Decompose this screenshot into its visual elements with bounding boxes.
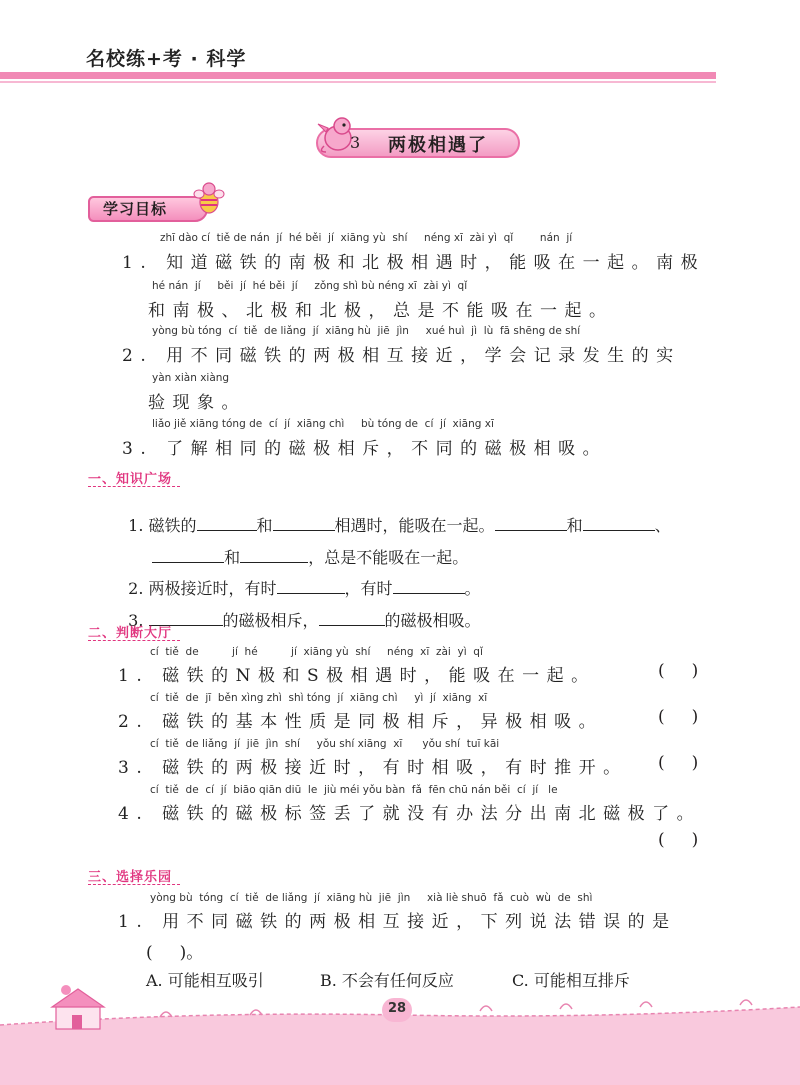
- q1-text-f: 和: [224, 548, 241, 567]
- bee-icon: [192, 180, 226, 216]
- q1-text-e: 、: [654, 516, 671, 535]
- judge-3-pinyin: cí tiě de liǎng jí jiē jìn shí yǒu shí xiāng xī yǒu shí tuī kāi: [150, 738, 500, 750]
- goal-1-line-2: 和南极、北极和北极，总是不能吸在一起。: [148, 301, 614, 321]
- section-2-rule: [88, 640, 180, 642]
- q2-text-a: 2. 两极接近时，有时: [128, 579, 277, 598]
- q1-text-c: 相遇时，能吸在一起。: [334, 516, 495, 535]
- choice-1-answer-box[interactable]: ( )。: [146, 943, 204, 963]
- goal-1-pinyin-1: zhī dào cí tiě de nán jí hé běi jí xiāng yù shí néng xī zài yì qǐ nán jí: [160, 232, 573, 244]
- judge-3-answer-box[interactable]: ( ): [658, 753, 699, 773]
- page-number: 28: [387, 1001, 407, 1016]
- q2-text-b: ，有时: [344, 579, 393, 598]
- header-rule-thin: [0, 81, 716, 83]
- q1-blank-3[interactable]: [495, 514, 567, 531]
- lesson-title: 两极相遇了: [388, 135, 488, 156]
- lesson-number: 3: [350, 133, 361, 152]
- knowledge-q3: [118, 589, 481, 631]
- goal-1-pinyin-2: hé nán jí běi jí hé běi jí zǒng shì bù néng xī zài yì qǐ: [152, 280, 468, 292]
- judge-4-pinyin: cí tiě de cí jí biāo qiān diū le jiù méi yǒu bàn fǎ fēn chū nán běi cí jí le: [150, 784, 558, 796]
- choice-option-b[interactable]: B. 不会有任何反应: [320, 971, 454, 990]
- choice-option-a[interactable]: A. 可能相互吸引: [146, 971, 264, 990]
- judge-1-pinyin: cí tiě de jí hé jí xiāng yù shí néng xī zài yì qǐ: [150, 646, 483, 658]
- q2-text-c: 。: [464, 579, 481, 598]
- choice-1-pinyin: yòng bù tóng cí tiě de liǎng jí xiāng hù jiē jìn xià liè shuō fǎ cuò wù de shì: [150, 892, 593, 904]
- q3-blank-2[interactable]: [319, 609, 385, 626]
- judge-1-line: 1. 磁铁的N极和S极相遇时，能吸在一起。: [118, 666, 596, 686]
- q1-text-b: 和: [256, 516, 273, 535]
- judge-2-pinyin: cí tiě de jī běn xìng zhì shì tóng jí xiāng chì yì jí xiāng xī: [150, 692, 488, 704]
- judge-4-answer-box[interactable]: ( ): [658, 830, 699, 850]
- judge-4-line: 4. 磁铁的磁极标签丢了就没有办法分出南北磁极了。: [118, 804, 702, 824]
- judge-3-line: 3. 磁铁的两极接近时，有时相吸，有时推开。: [118, 758, 628, 778]
- choice-option-c[interactable]: C. 可能相互排斥: [512, 971, 630, 990]
- goal-2-pinyin-1: yòng bù tóng cí tiě de liǎng jí xiāng hù jiē jìn xué huì jì lù fā shēng de shí: [152, 325, 581, 337]
- goal-3-pinyin: liǎo jiě xiāng tóng de cí jí xiāng chì bù tóng de cí jí xiāng xī: [152, 418, 494, 430]
- house-icon: [52, 985, 104, 1029]
- section-3-title: 三、选择乐园: [88, 870, 173, 885]
- section-1-title: 一、知识广场: [88, 472, 173, 487]
- q1-text-d: 和: [566, 516, 583, 535]
- section-1-rule: [88, 486, 180, 488]
- q1-text-a: 1. 磁铁的: [128, 516, 197, 535]
- goal-2-line-1: 2. 用不同磁铁的两极相互接近，学会记录发生的实: [122, 346, 681, 366]
- goal-1-line-1: 1. 知道磁铁的南极和北极相遇时，能吸在一起。南极: [122, 253, 706, 273]
- q3-text-c: 的磁极相吸。: [384, 611, 481, 630]
- choice-1-line: 1. 用不同磁铁的两极相互接近，下列说法错误的是: [118, 912, 677, 932]
- judge-2-answer-box[interactable]: ( ): [658, 707, 699, 727]
- q3-text-a: 3.: [128, 611, 149, 630]
- q3-text-b: 的磁极相斥，: [222, 611, 319, 630]
- goal-3-line: 3. 了解相同的磁极相斥，不同的磁极相吸。: [122, 439, 608, 459]
- section-3-rule: [88, 884, 180, 886]
- judge-1-answer-box[interactable]: ( ): [658, 661, 699, 681]
- goals-label: 学习目标: [103, 200, 168, 218]
- q1-text-g: ，总是不能吸在一起。: [308, 548, 469, 567]
- header-rule: [0, 72, 716, 79]
- q1-blank-4[interactable]: [583, 514, 655, 531]
- goal-2-pinyin-2: yàn xiàn xiàng: [152, 372, 230, 384]
- section-2-title: 二、判断大厅: [88, 626, 173, 641]
- judge-2-line: 2. 磁铁的基本性质是同极相斥，异极相吸。: [118, 712, 604, 732]
- goal-2-line-2: 验现象。: [148, 393, 246, 413]
- book-title: 名校练+考 · 科学: [86, 48, 247, 70]
